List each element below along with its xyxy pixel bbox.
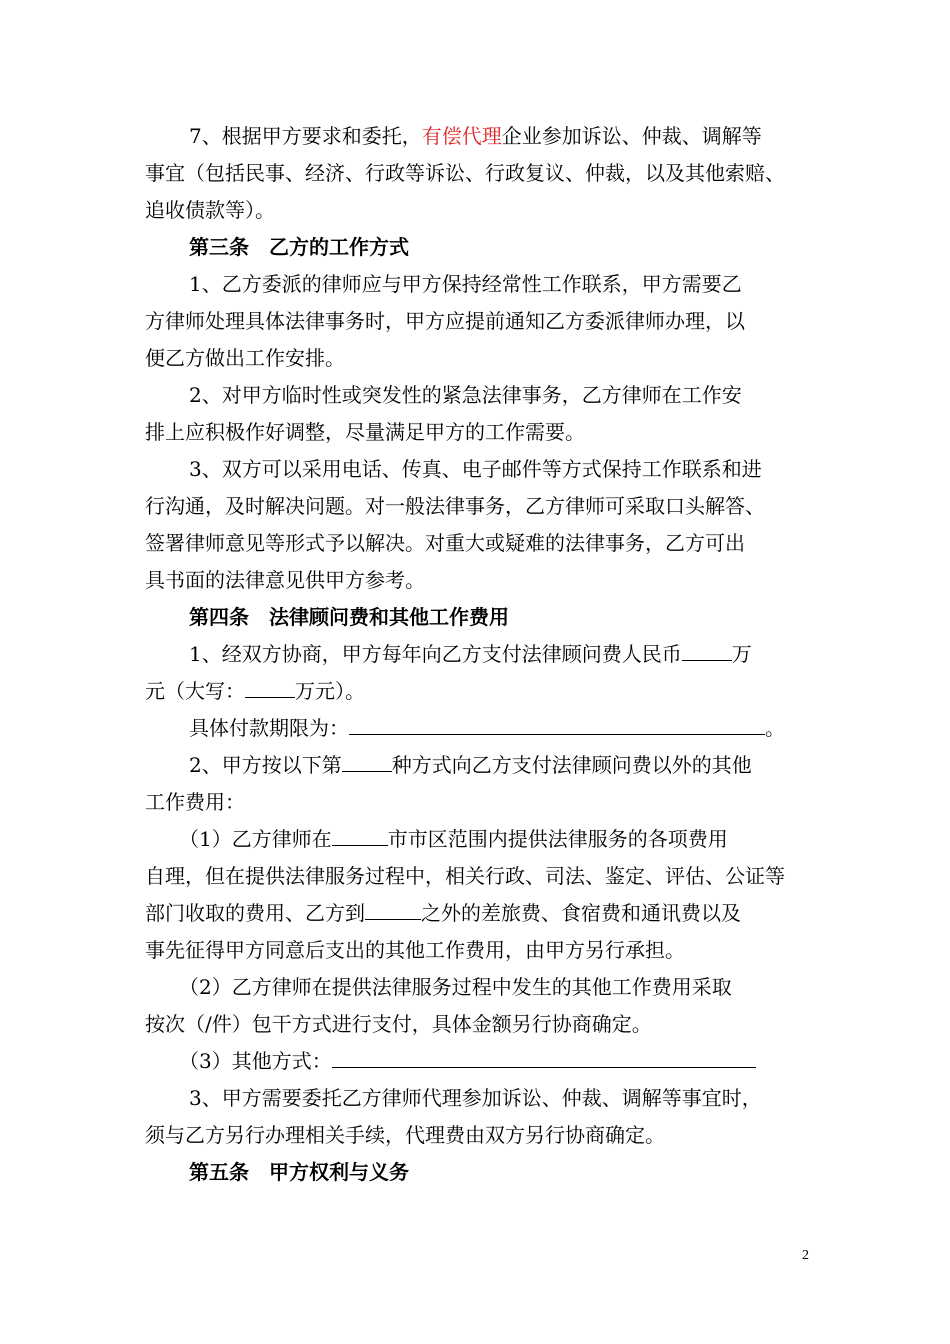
paragraph-line: [145, 118, 805, 155]
fill-in-blank[interactable]: [349, 710, 765, 735]
paragraph-line: 工作费用：: [145, 790, 245, 814]
paragraph-line: 按次（/件）包干方式进行支付，具体金额另行协商确定。: [145, 1012, 652, 1036]
fill-in-blank[interactable]: [332, 821, 388, 846]
paragraph-line: [145, 895, 805, 932]
text: 万元）。: [295, 679, 365, 703]
paragraph-line: 2、对甲方临时性或突发性的紧急法律事务，乙方律师在工作安: [189, 383, 742, 407]
text: 具体付款期限为：: [189, 716, 349, 740]
fill-in-blank[interactable]: [682, 636, 732, 661]
paragraph-line: 行沟通，及时解决问题。对一般法律事务，乙方律师可采取口头解答、: [145, 494, 765, 518]
paragraph-line: [145, 1043, 805, 1080]
paragraph-line: 事宜（包括民事、经济、行政等诉讼、行政复议、仲裁，以及其他索赔、: [145, 161, 785, 185]
text: （3）其他方式：: [179, 1049, 332, 1073]
page-number: 2: [802, 1248, 809, 1263]
paragraph-line: 3、甲方需要委托乙方律师代理参加诉讼、仲裁、调解等事宜时，: [189, 1086, 762, 1110]
paragraph-line: 追收债款等）。: [145, 198, 275, 222]
section-heading: 第五条 甲方权利与义务: [189, 1160, 409, 1184]
text: 种方式向乙方支付法律顾问费以外的其他: [391, 753, 752, 777]
paragraph-line: [145, 747, 805, 784]
paragraph-line: 须与乙方另行办理相关手续，代理费由双方另行协商确定。: [145, 1123, 665, 1147]
paragraph-line: [145, 710, 805, 747]
paragraph-line: 自理，但在提供法律服务过程中，相关行政、司法、鉴定、评估、公证等: [145, 864, 785, 888]
text: （1）乙方律师在: [179, 827, 332, 851]
text: 之外的差旅费、食宿费和通讯费以及: [421, 901, 741, 925]
paragraph-line: 具书面的法律意见供甲方参考。: [145, 568, 425, 592]
fill-in-blank[interactable]: [245, 673, 295, 698]
section-heading: 第三条 乙方的工作方式: [189, 235, 409, 259]
fill-in-blank[interactable]: [342, 747, 392, 772]
text: 企业参加诉讼、仲裁、调解等: [501, 124, 762, 148]
paragraph-line: [145, 821, 805, 858]
paragraph-line: （2）乙方律师在提供法律服务过程中发生的其他工作费用采取: [179, 975, 732, 999]
paragraph-line: 签署律师意见等形式予以解决。对重大或疑难的法律事务，乙方可出: [145, 531, 745, 555]
paragraph-line: [145, 673, 805, 710]
fill-in-blank[interactable]: [365, 895, 421, 920]
paragraph-line: 3、双方可以采用电话、传真、电子邮件等方式保持工作联系和进: [189, 457, 762, 481]
text: 市市区范围内提供法律服务的各项费用: [387, 827, 728, 851]
text: 万: [731, 642, 752, 666]
paragraph-line: 便乙方做出工作安排。: [145, 346, 345, 370]
text: 部门收取的费用、乙方到: [145, 901, 365, 925]
highlighted-text: 有偿代理: [421, 124, 502, 148]
fill-in-blank[interactable]: [332, 1043, 756, 1068]
text: 1、经双方协商，甲方每年向乙方支付法律顾问费人民币: [189, 642, 682, 666]
paragraph-line: 排上应积极作好调整，尽量满足甲方的工作需要。: [145, 420, 585, 444]
text: 元（大写：: [145, 679, 245, 703]
text: 2、甲方按以下第: [189, 753, 342, 777]
document-body: [145, 118, 805, 1191]
text: 7、根据甲方要求和委托，: [189, 124, 422, 148]
paragraph-line: 事先征得甲方同意后支出的其他工作费用，由甲方另行承担。: [145, 938, 685, 962]
text: 。: [765, 716, 785, 740]
paragraph-line: 1、乙方委派的律师应与甲方保持经常性工作联系，甲方需要乙: [189, 272, 742, 296]
paragraph-line: [145, 636, 805, 673]
section-heading: 第四条 法律顾问费和其他工作费用: [189, 605, 509, 629]
paragraph-line: 方律师处理具体法律事务时，甲方应提前通知乙方委派律师办理，以: [145, 309, 745, 333]
